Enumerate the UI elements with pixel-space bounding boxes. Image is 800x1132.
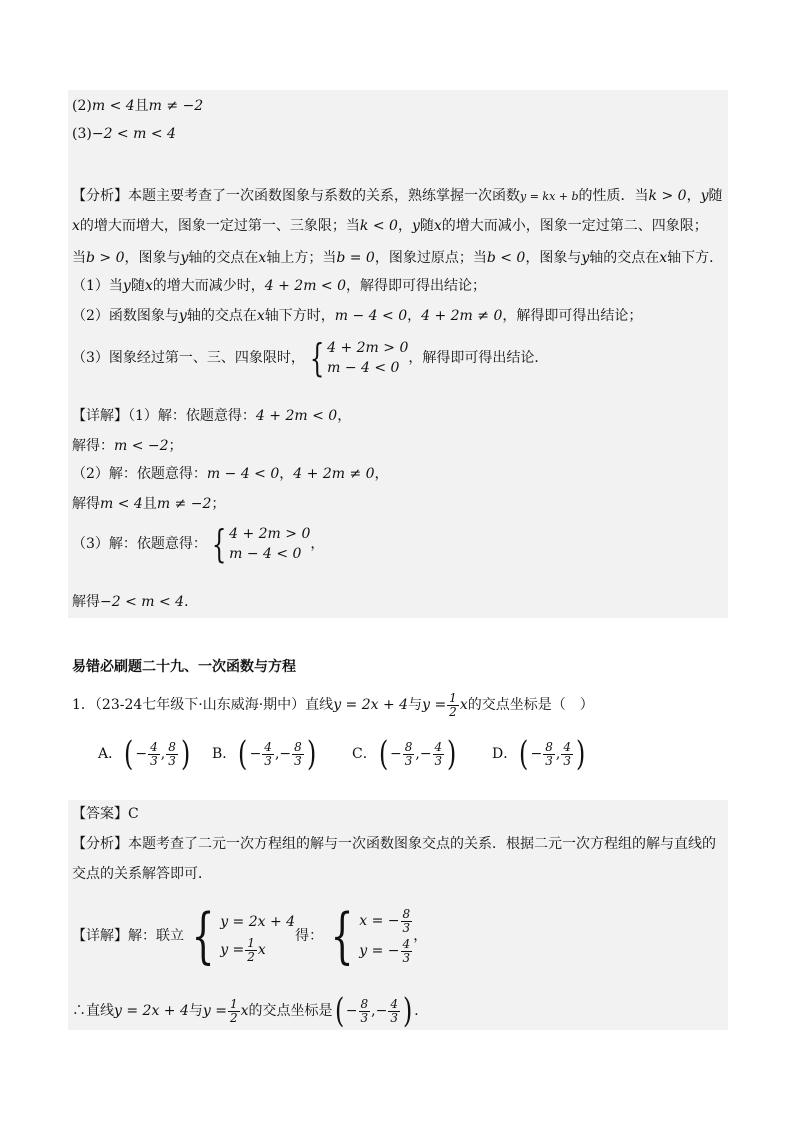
left-paren: ( [519,734,529,774]
question-stem [72,690,594,720]
math-expr: 4 + 2m ≠ 0 [293,466,375,482]
math-expr: −2 < m < 4 [91,126,176,142]
separator: , [555,746,561,762]
option-c[interactable] [352,734,458,774]
text: 随 [130,278,145,294]
denominator: 2 [449,704,457,719]
answer-line [72,804,139,824]
text: 与 [408,697,423,713]
text: 轴下方． [667,250,724,266]
text: ，解得即可得出结论． [408,350,549,366]
math-expr: y = 2x + 4 [333,697,409,713]
text: 解得 [72,594,100,610]
text: ， [310,536,325,552]
solution-panel-bottom [68,800,728,1030]
detail-line [72,900,427,972]
text: （1）解：依题意得： [128,408,256,424]
detail-label: 【详解】 [72,408,128,424]
denominator: 3 [294,753,302,768]
analysis-line-1 [72,186,723,207]
analysis-step-3 [72,336,548,380]
math-var: y [411,218,420,234]
right-paren: ) [447,734,457,774]
math-expr: b > 0 [86,250,125,266]
sign: − [279,746,292,762]
denominator: 2 [247,949,255,964]
detail-line-1 [72,406,351,426]
text: ，解得即可得出结论； [502,308,643,324]
detail-line-4 [72,494,225,514]
detail-line-3 [72,464,389,484]
detail-line-2 [72,436,183,456]
question-number: 1． [72,697,95,713]
math-expr: 4 + 2m < 0 [255,408,338,424]
option-b[interactable] [212,734,318,774]
analysis-line-2 [72,216,708,236]
math-expr-row [220,936,295,964]
text: 与 [188,1003,203,1019]
text: 随 [419,218,434,234]
text: 的交点坐标是 [248,1003,333,1019]
fraction [292,741,304,768]
numerator: 1 [229,996,238,1011]
analysis-step-2 [72,306,642,326]
math-expr: b < 0 [486,250,526,266]
option-d[interactable] [492,734,587,774]
math-var: y [700,188,709,204]
math-expr: m − 4 < 0 [206,466,280,482]
math-expr: b = 0 [336,250,375,266]
part-2-answer [72,96,203,116]
math-var: x [258,250,267,266]
text: ． [414,1003,429,1019]
conjunction: 且 [142,496,157,512]
math-var: y [178,308,187,324]
answer-value: C [128,806,139,822]
fraction [245,937,257,964]
text: 的增大而减小，图象一定过第二、四象限； [441,218,708,234]
numerator: 4 [434,739,443,754]
brace-icon: { [191,901,215,971]
text: 轴的交点在 [186,308,257,324]
left-paren: ( [124,734,134,774]
math-var: x [459,697,468,713]
brace-icon: { [330,901,354,971]
fraction [228,998,240,1025]
denominator: 3 [150,753,158,768]
text: 的增大而增大，图象一定过第一、三象限；当 [79,218,360,234]
math-var: x [257,942,266,958]
numerator: 8 [168,739,176,754]
answer-label: 【答案】 [72,806,128,822]
sign: − [135,746,148,762]
equation-system [184,901,296,971]
text: （2）函数图象与 [72,308,179,324]
text: ，图象与 [124,250,181,266]
fraction [359,998,371,1025]
math-expr: m − 4 < 0 [229,546,302,562]
text: ，解得即可得出结论； [346,278,487,294]
math-expr-row [359,906,413,936]
text: 交点的关系解答即可． [72,866,212,882]
math-expr-row [359,936,413,966]
fraction [447,692,459,719]
text: 解：联立 [128,928,184,944]
text: ； [168,438,183,454]
text: （3）解：依题意得： [72,536,207,552]
fraction [166,741,178,768]
analysis-label: 【分析】 [72,836,128,852]
equation-system [305,338,408,378]
text: 当 [72,250,86,266]
numerator: 8 [545,739,553,754]
math-expr: 4 + 2m < 0 [264,278,347,294]
conclusion-line [72,991,429,1031]
math-expr: y = 2x + 4 [220,914,296,930]
question-source: （23-24七年级下·山东威海·期中）直线 [94,697,334,713]
numerator: 4 [150,739,158,754]
fraction [543,741,555,768]
text: （1）当 [72,278,123,294]
text: ， [279,466,294,482]
text: 的交点坐标是（ ） [467,697,594,713]
text: ，图象与 [525,250,582,266]
text: 本题主要考查了一次函数图象与系数的关系，熟练掌握一次函数 [128,188,520,204]
text: 的性质．当 [578,188,649,204]
math-expr: m − 4 < 0 [327,360,400,376]
text: ， [686,188,701,204]
denominator: 3 [434,753,443,768]
sign: − [419,746,432,762]
denominator: 3 [390,1010,398,1025]
fraction [433,741,445,768]
detail-label: 【详解】 [72,928,128,944]
math-var: x [72,218,80,234]
math-var: x [240,1003,249,1019]
analysis-line-2 [72,864,212,884]
numerator: 4 [390,996,398,1011]
fraction [561,741,573,768]
detail-line-5 [72,522,324,566]
fraction [403,741,415,768]
option-label: B． [212,746,237,762]
numerator: 8 [294,739,302,754]
text: （2）解：依题意得： [72,466,207,482]
text: 解得 [72,496,100,512]
math-var: x [256,308,265,324]
fraction [401,908,413,935]
right-paren: ) [180,734,191,774]
text: ； [211,496,226,512]
math-var: x [659,250,668,266]
denominator: 3 [404,753,413,768]
numerator: 8 [404,739,413,754]
sign: − [249,746,262,762]
fraction [388,998,400,1025]
denominator: 2 [229,1010,238,1025]
text: 轴的交点在 [188,250,259,266]
math-expr: y = [422,697,447,713]
separator: , [274,746,280,762]
fraction [148,741,160,768]
text: 轴下方时， [264,308,335,324]
solution-system [323,901,413,971]
math-var: y [122,278,131,294]
text: 解得： [72,438,114,454]
right-paren: ) [402,991,413,1031]
denominator: 3 [402,950,411,965]
denominator: 3 [402,920,411,935]
option-label: A． [98,746,123,762]
sign: − [389,746,402,762]
math-expr: y = [202,1003,227,1019]
sign: − [345,1003,358,1019]
denominator: 3 [264,753,272,768]
option-label: C． [352,746,377,762]
analysis-line-3 [72,248,723,268]
math-expr: y = − [359,943,400,959]
text: ， [397,218,412,234]
fraction [401,938,413,965]
option-label: D． [492,746,518,762]
math-expr: y = 2x + 4 [114,1003,189,1019]
option-a[interactable] [98,734,192,774]
numerator: 8 [402,906,411,921]
numerator: 4 [264,739,272,754]
right-paren: ) [575,734,586,774]
math-var: x [433,218,442,234]
denominator: 3 [545,753,553,768]
numerator: 1 [449,690,457,705]
text: （3）图象经过第一、三、四象限时， [72,350,305,366]
denominator: 3 [563,753,571,768]
math-expr: y = kx + b [520,190,579,203]
sign: − [530,746,543,762]
math-expr: x = − [359,913,400,929]
denominator: 3 [360,1010,369,1025]
math-var: y [180,250,189,266]
brace-icon: { [211,522,227,566]
solution-panel-top [68,90,728,618]
part-label: (3) [72,126,92,142]
fraction [262,741,274,768]
math-var: y [581,250,590,266]
text: ． [184,594,199,610]
math-var: x [144,278,153,294]
analysis-step-1 [72,276,486,296]
right-paren: ) [306,734,317,774]
text: ， [374,466,389,482]
math-expr: −2 < m < 4 [100,594,185,610]
text: 轴的交点在 [589,250,660,266]
sign: − [375,1003,388,1019]
conjunction: 且 [134,98,149,114]
math-expr: m < 4 [91,98,135,114]
detail-line-6 [72,592,198,612]
numerator: 4 [563,739,571,754]
left-paren: ( [238,734,248,774]
brace-icon: { [309,336,325,380]
math-expr: k > 0 [648,188,687,204]
text: 轴上方；当 [266,250,337,266]
equation-system [207,524,310,564]
math-expr: m ≠ −2 [148,98,204,114]
separator: , [160,746,166,762]
math-expr: 4 + 2m ≠ 0 [421,308,503,324]
numerator: 4 [402,936,411,951]
analysis-line-1 [72,834,716,854]
part-label: (2) [72,98,92,114]
text: ， [407,308,422,324]
math-expr: 4 + 2m > 0 [327,340,409,356]
text: 本题考查了二元一次方程组的解与一次函数图象交点的关系．根据二元一次方程组的解与直线的 [128,836,716,852]
text: ∴直线 [72,1003,114,1019]
separator: , [371,1003,376,1019]
math-expr: 4 + 2m > 0 [229,526,311,542]
section-title: 易错必刷题二十九、一次函数与方程 [72,659,296,675]
math-expr: k < 0 [359,218,398,234]
math-expr: y = [220,942,245,958]
text: 的增大而减少时， [152,278,265,294]
math-expr: m < 4 [100,496,143,512]
text: 随 [708,188,723,204]
text: ，图象过原点；当 [374,250,487,266]
separator: , [415,746,420,762]
left-paren: ( [334,991,344,1031]
numerator: 1 [247,935,255,950]
analysis-label: 【分析】 [72,188,128,204]
math-expr: m < −2 [114,438,169,454]
text: ， [413,928,428,944]
numerator: 8 [360,996,369,1011]
denominator: 3 [168,753,176,768]
part-3-answer [72,124,176,144]
math-expr: m − 4 < 0 [334,308,408,324]
text: ， [337,408,352,424]
math-expr: m ≠ −2 [156,496,212,512]
left-paren: ( [378,734,388,774]
text: 得： [295,928,324,944]
